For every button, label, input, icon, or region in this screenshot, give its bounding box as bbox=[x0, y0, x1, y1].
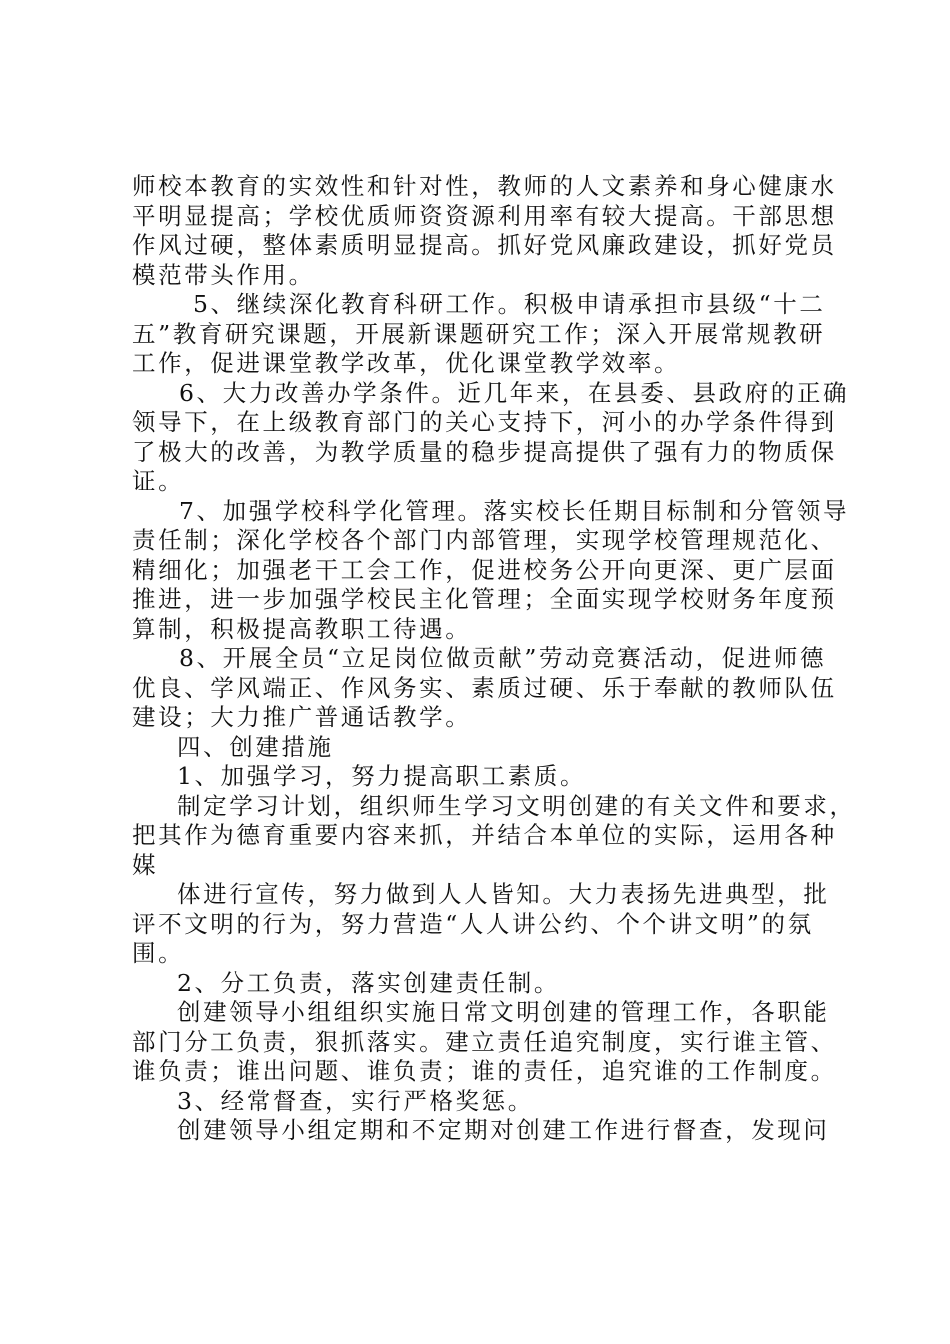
text-line: 创建领导小组组织实施日常文明创建的管理工作，各职能 bbox=[177, 998, 830, 1026]
text-line: 3、经常督查，实行严格奖惩。 bbox=[177, 1086, 534, 1115]
text-line: 工作，促进课堂教学改革，优化课堂教学效率。 bbox=[132, 349, 681, 377]
text-line: 6、大力改善办学条件。近几年来，在县委、县政府的正确 bbox=[179, 378, 850, 407]
text-line: 部门分工负责，狠抓落实。建立责任追究制度，实行谁主管、 bbox=[132, 1027, 837, 1056]
text-line: 创建领导小组定期和不定期对创建工作进行督查，发现问 bbox=[177, 1116, 830, 1144]
text-line: 平明显提高；学校优质师资资源利用率有较大提高。干部思想 bbox=[132, 201, 837, 230]
text-line: 模范带头作用。 bbox=[132, 260, 315, 289]
text-line: 谁负责；谁出问题、谁负责；谁的责任，追究谁的工作制度。 bbox=[132, 1057, 837, 1085]
text-line: 围。 bbox=[132, 939, 185, 967]
text-line: 责任制；深化学校各个部门内部管理，实现学校管理规范化、 bbox=[132, 526, 837, 554]
text-line: 五”教育研究课题，开展新课题研究工作；深入开展常规教研 bbox=[132, 319, 826, 348]
text-line: 领导下，在上级教育部门的关心支持下，河小的办学条件得到 bbox=[132, 408, 837, 436]
text-line: 了极大的改善，为教学质量的稳步提高提供了强有力的物质保 bbox=[132, 437, 837, 466]
text-line: 体进行宣传，努力做到人人皆知。大力表扬先进典型，批 bbox=[177, 880, 830, 908]
text-line: 四、创建措施 bbox=[177, 732, 334, 761]
text-line: 算制，积极提高教职工待遇。 bbox=[132, 614, 472, 643]
text-line: 媒 bbox=[132, 850, 159, 879]
text-line: 1、加强学习，努力提高职工素质。 bbox=[177, 762, 587, 790]
text-line: 作风过硬，整体素质明显提高。抓好党风廉政建设，抓好党员 bbox=[132, 231, 837, 259]
text-line: 推进，进一步加强学校民主化管理；全面实现学校财务年度预 bbox=[132, 585, 837, 613]
text-line: 精细化；加强老干工会工作，促进校务公开向更深、更广层面 bbox=[132, 555, 837, 584]
text-line: 证。 bbox=[132, 467, 185, 495]
text-line: 2、分工负责，落实创建责任制。 bbox=[177, 968, 560, 997]
text-line: 建设；大力推广普通话教学。 bbox=[132, 703, 472, 731]
text-line: 优良、学风端正、作风务实、素质过硬、乐于奉献的教师队伍 bbox=[132, 673, 837, 702]
text-line: 评不文明的行为，努力营造“人人讲公约、个个讲文明”的氛 bbox=[132, 909, 814, 938]
text-line: 把其作为德育重要内容来抓，并结合本单位的实际，运用各种 bbox=[132, 821, 837, 849]
text-line: 8、开展全员“立足岗位做贡献”劳动竞赛活动，促进师德 bbox=[179, 644, 827, 672]
text-line: 制定学习计划，组织师生学习文明创建的有关文件和要求， bbox=[177, 791, 856, 820]
text-line: 师校本教育的实效性和针对性，教师的人文素养和身心健康水 bbox=[132, 172, 837, 200]
document-body bbox=[132, 172, 856, 1146]
text-line: 7、加强学校科学化管理。落实校长任期目标制和分管领导 bbox=[179, 496, 850, 525]
text-line: 5、继续深化教育科研工作。积极申请承担市县级“十二 bbox=[193, 290, 826, 318]
